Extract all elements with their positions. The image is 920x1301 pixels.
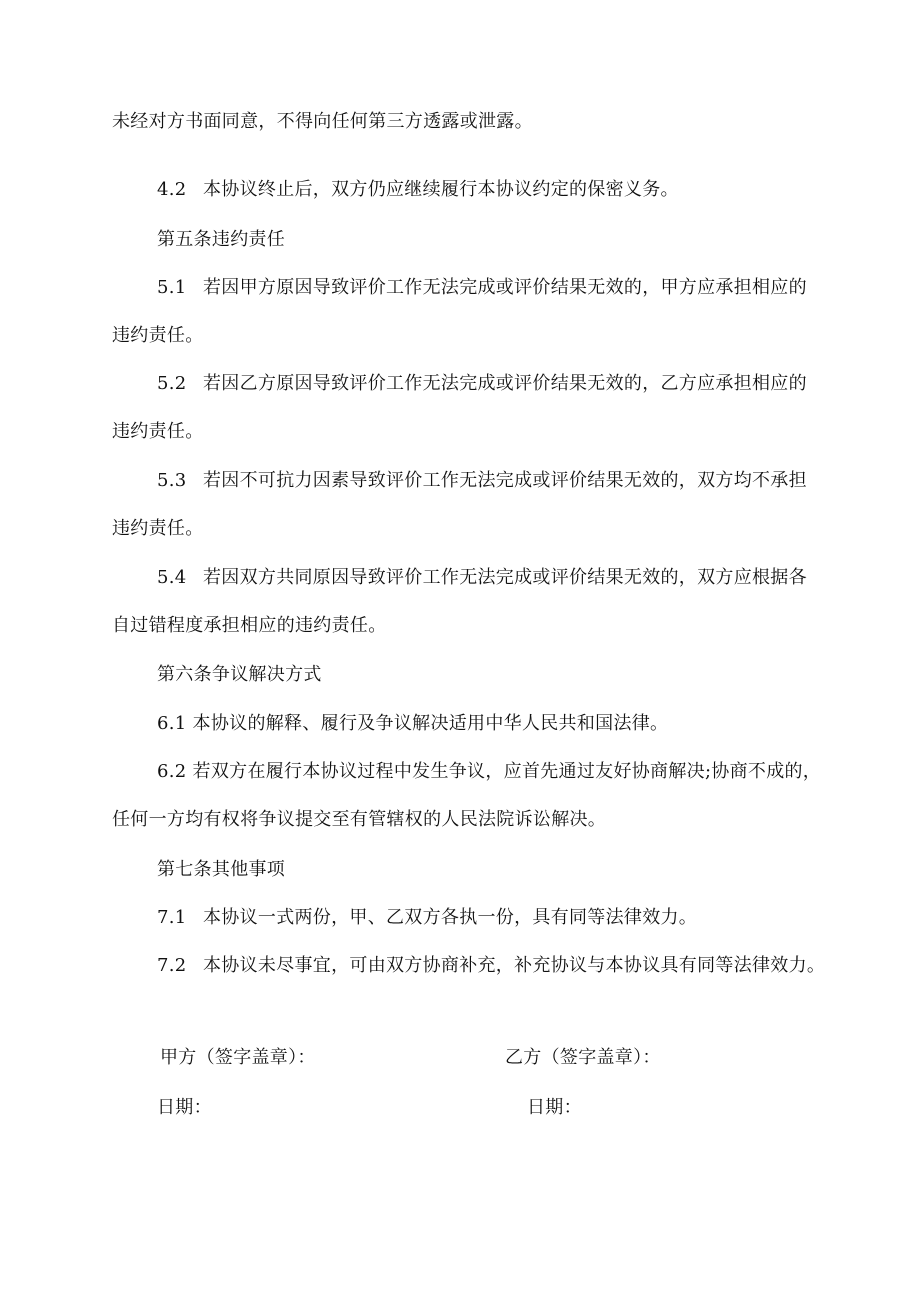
heading-text: 第六条争议解决方式 <box>157 664 322 685</box>
line-text: 本协议未尽事宜，可由双方协商补充，补充协议与本协议具有同等法律效力。 <box>203 955 826 976</box>
body-line <box>112 324 204 348</box>
clause-number: 5.2 <box>157 373 187 394</box>
clause-number: 7.2 <box>157 955 187 976</box>
party-b-signature <box>505 1046 661 1070</box>
line-text: 若因乙方原因导致评价工作无法完成或评价结果无效的，乙方应承担相应的 <box>203 373 807 394</box>
clause-line <box>157 954 825 978</box>
clause-number: 5.4 <box>157 567 187 588</box>
clause-number: 7.1 <box>157 907 187 928</box>
clause-line <box>157 469 807 493</box>
clause-line <box>157 372 807 396</box>
signature-label: 甲方（签字盖章）： <box>160 1047 316 1068</box>
body-line <box>112 517 204 541</box>
body-line <box>112 808 606 832</box>
line-text: 违约责任。 <box>112 518 204 539</box>
line-text: 本协议一式两份，甲、乙双方各执一份，具有同等法律效力。 <box>203 907 698 928</box>
clause-number: 5.1 <box>157 277 187 298</box>
clause-number: 5.3 <box>157 470 187 491</box>
body-line <box>112 614 387 638</box>
clause-line <box>157 178 679 202</box>
section-heading <box>157 663 322 687</box>
party-a-signature <box>160 1046 316 1070</box>
line-text: 若因不可抗力因素导致评价工作无法完成或评价结果无效的，双方均不承担 <box>203 470 807 491</box>
line-text: 6.2 若双方在履行本协议过程中发生争议，应首先通过友好协商解决;协商不成的， <box>157 761 822 782</box>
line-text: 违约责任。 <box>112 325 204 346</box>
heading-text: 第七条其他事项 <box>157 859 286 880</box>
line-text: 6.1 本协议的解释、履行及争议解决适用中华人民共和国法律。 <box>157 713 669 734</box>
date-label: 日期： <box>157 1097 212 1118</box>
line-text: 本协议终止后，双方仍应继续履行本协议约定的保密义务。 <box>203 179 679 200</box>
line-text: 自过错程度承担相应的违约责任。 <box>112 615 387 636</box>
body-line <box>112 420 204 444</box>
clause-line <box>157 712 668 736</box>
line-text: 未经对方书面同意，不得向任何第三方透露或泄露。 <box>112 111 533 132</box>
heading-text: 第五条违约责任 <box>157 229 286 250</box>
line-text: 任何一方均有权将争议提交至有管辖权的人民法院诉讼解决。 <box>112 809 607 830</box>
section-heading <box>157 228 285 252</box>
line-text: 若因双方共同原因导致评价工作无法完成或评价结果无效的，双方应根据各 <box>203 567 807 588</box>
signature-label: 乙方（签字盖章）： <box>505 1047 661 1068</box>
clause-line <box>157 276 807 300</box>
clause-line <box>157 760 821 784</box>
clause-line <box>157 566 807 590</box>
body-line <box>112 110 533 134</box>
party-a-date <box>157 1096 212 1120</box>
clause-number: 4.2 <box>157 179 187 200</box>
date-label: 日期： <box>527 1097 582 1118</box>
line-text: 若因甲方原因导致评价工作无法完成或评价结果无效的，甲方应承担相应的 <box>203 277 807 298</box>
clause-line <box>157 906 697 930</box>
section-heading <box>157 858 285 882</box>
line-text: 违约责任。 <box>112 421 204 442</box>
party-b-date <box>527 1096 582 1120</box>
